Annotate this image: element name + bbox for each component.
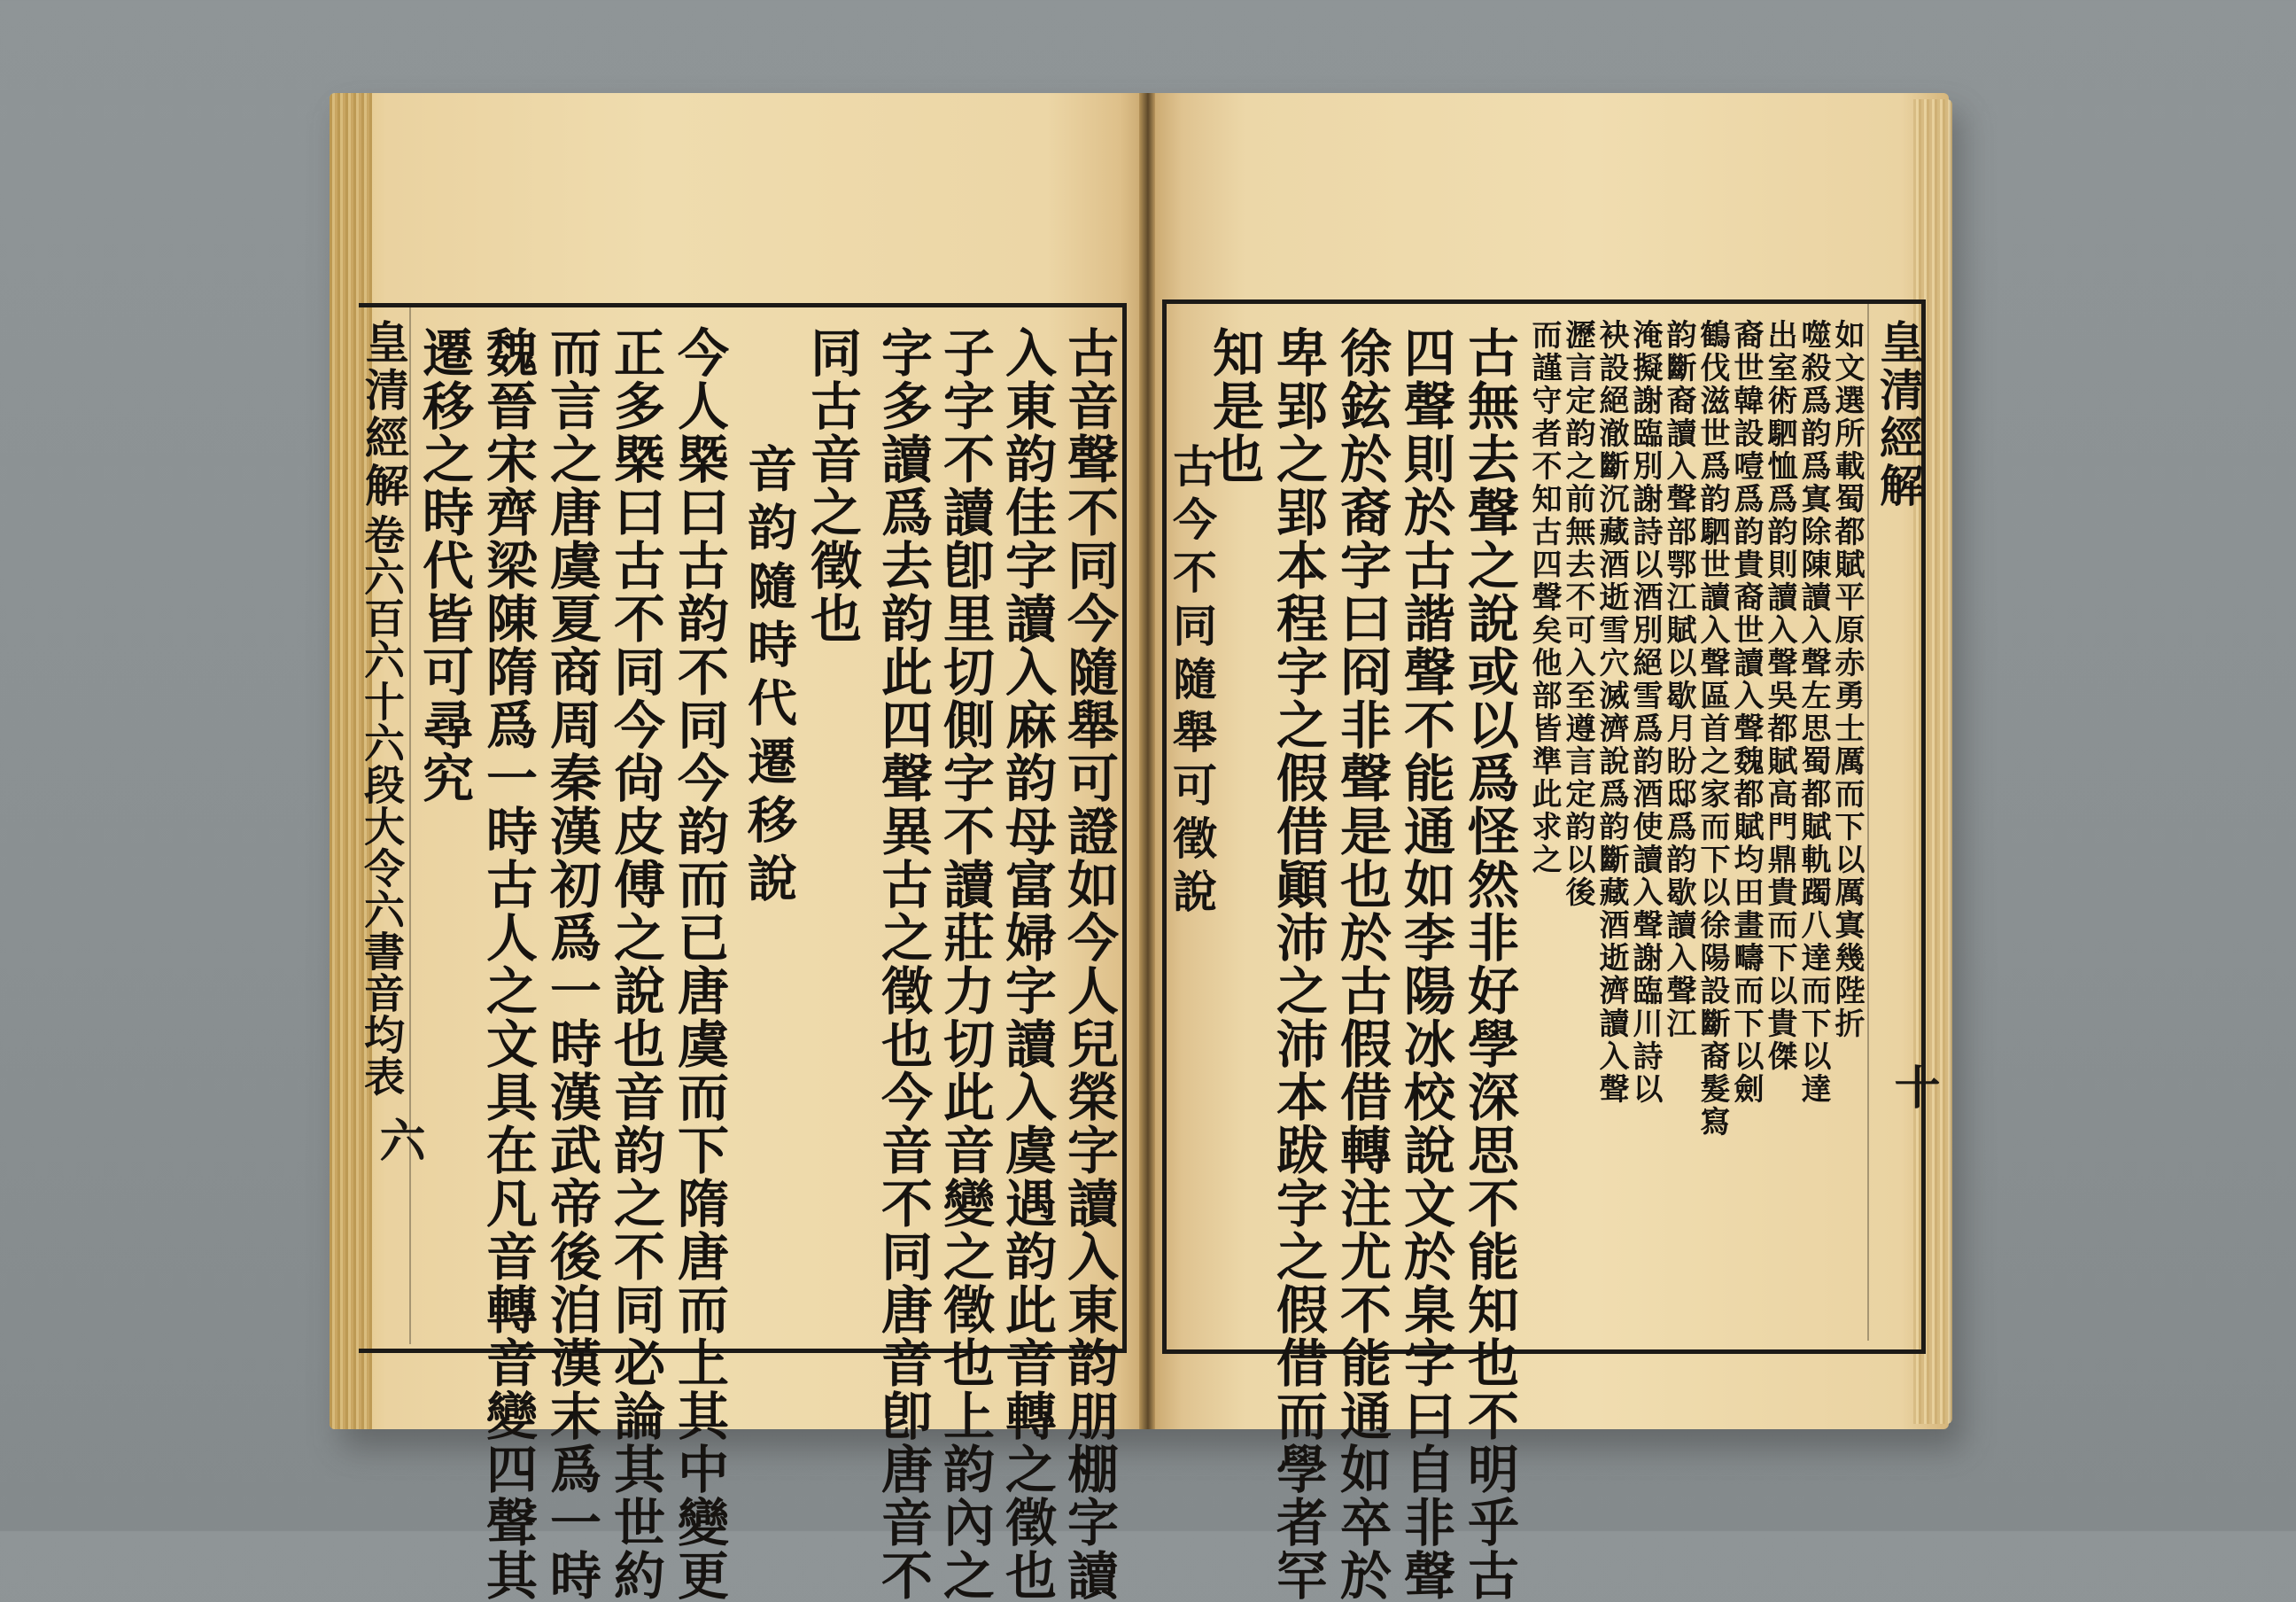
- left-folio-number: 六: [371, 1116, 425, 1163]
- note-column-7: 淹擬謝臨別謝詩以酒別絕雪爲韵酒使讀入聲謝臨川詩以: [1627, 319, 1663, 1106]
- left-column-4: 字多讀爲去韵此四聲異古之徵也今音不同唐音卽唐音不: [873, 326, 933, 1602]
- column-rule: [1867, 304, 1869, 1341]
- note-column-10: 而謹守者不知古四聲矣他部皆準此求之: [1526, 319, 1562, 876]
- left-margin-section: 卷六百六十六段大令六書音均表: [358, 514, 406, 1097]
- right-column-1: 古無去聲之說或以爲怪然非好學深思不能知也不明乎古: [1459, 326, 1519, 1602]
- book-gutter: [1139, 93, 1155, 1429]
- left-column-2: 入東韵佳字讀入麻韵母富婦字讀入虞遇韵此音轉之徵也: [997, 326, 1057, 1602]
- note-column-2: 噬殺爲韵爲寘除陳讀入聲左思蜀都賦軌躅八達而下以達: [1796, 319, 1831, 1106]
- note-column-6: 韵斷裔讀入聲部鄂江賦以歇月盼邸爲韵歇讀入聲江: [1661, 319, 1696, 1040]
- left-column-3: 子字不讀卽里切側字不讀莊力切此音變之徵也上韵內之: [935, 326, 995, 1602]
- left-column-11: 遷移之時代皆可尋究: [414, 326, 474, 805]
- right-column-2: 四聲則於古諧聲不能通如李陽冰校說文於臬字曰自非聲: [1395, 326, 1455, 1602]
- left-column-10: 魏晉宋齊梁陳隋爲一時古人之文具在凡音轉音變四聲其: [477, 326, 538, 1602]
- left-column-7: 今人槩曰古韵不同今韵而已唐虞而下隋唐而上其中變更: [669, 326, 729, 1602]
- right-column-5: 知是也: [1204, 326, 1264, 486]
- right-column-4: 卑郢之郢本程字之假借顚沛之沛本跋字之假借而學者罕: [1268, 326, 1328, 1602]
- note-column-9: 瀝言定韵之前無去不可入至遵言定韵以後: [1560, 319, 1595, 909]
- note-column-8: 袂設絕澈斷沉藏酒逝雪穴滅濟說爲韵斷藏酒逝濟讀入聲: [1594, 319, 1629, 1106]
- note-column-5: 鶴伐滋世爲韵駟世讀入聲區首之家而下以徐陽設斷裔髮寫: [1695, 319, 1730, 1139]
- left-column-9: 而言之唐虞夏商周秦漢初爲一時漢武帝後洎漢末爲一時: [541, 326, 601, 1602]
- left-column-8: 正多槩曰古不同今尙皮傅之說也音韵之不同必論其世約: [605, 326, 665, 1602]
- right-column-3: 徐鉉於裔字曰冏非聲是也於古假借轉注尤不能通如卒於: [1331, 326, 1392, 1602]
- note-column-4: 裔世韓設噎爲韵貴裔世讀入聲魏都賦均田畫疇而下以劍: [1728, 319, 1764, 1106]
- right-margin-title: 皇清經解: [1873, 319, 1925, 510]
- left-column-1: 古音聲不同今隨舉可證如今人兒榮字讀入東韵朋棚字讀: [1059, 326, 1119, 1602]
- right-folio-number: 十: [1886, 1063, 1940, 1109]
- note-column-3: 出室術駟恤爲韵則讀入聲吳都賦高門鼎貴而下以貴傑: [1762, 319, 1797, 1073]
- left-section-heading: 音韵隨時代遷移說: [740, 443, 798, 911]
- left-column-5: 同古音之徵也: [802, 326, 862, 645]
- note-column-1: 如文選所載蜀都賦平原赤勇士厲而下以厲寘幾陛折: [1829, 319, 1865, 1040]
- right-section-heading: 古今不同隨舉可徵說: [1166, 443, 1218, 922]
- left-margin-title: 皇清經解: [358, 319, 410, 510]
